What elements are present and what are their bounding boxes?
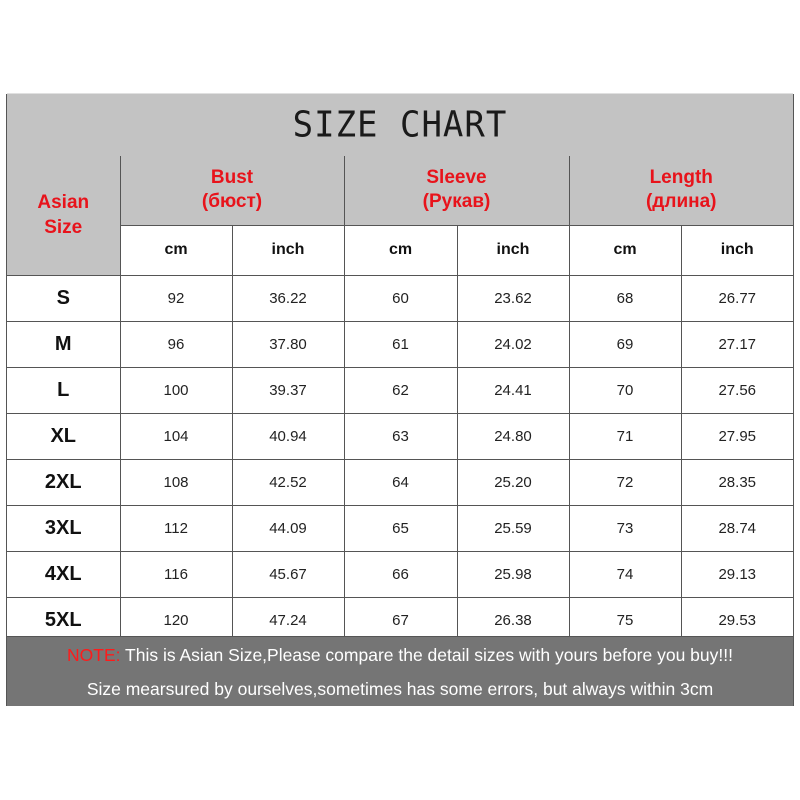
bust-translation: (бюст)	[201, 191, 263, 213]
sleeve-cm-cell: 67	[344, 597, 457, 643]
sleeve-inch-cell: 23.62	[457, 275, 569, 321]
bust-cm-cell: 108	[120, 459, 232, 505]
table-row	[7, 321, 793, 367]
sleeve-translation: (Рукав)	[422, 191, 491, 213]
sleeve-inch-cell: 25.20	[457, 459, 569, 505]
sleeve-cm-cell: 65	[344, 505, 457, 551]
length-inch-cell: 29.53	[681, 597, 793, 643]
unit-header-length-inch: inch	[681, 225, 793, 275]
length-inch-cell: 28.74	[681, 505, 793, 551]
sleeve-inch-cell: 24.41	[457, 367, 569, 413]
length-label: Length	[649, 167, 713, 189]
sleeve-inch-cell: 25.98	[457, 551, 569, 597]
asian-size-header-line2: Size	[44, 217, 83, 239]
unit-header-bust-cm: cm	[120, 225, 232, 275]
size-cell: 4XL	[7, 551, 120, 597]
bust-cm-cell: 96	[120, 321, 232, 367]
size-cell: XL	[7, 413, 120, 459]
note-line-1	[7, 645, 793, 666]
bust-inch-cell: 40.94	[232, 413, 344, 459]
size-cell: M	[7, 321, 120, 367]
bust-cm-cell: 112	[120, 505, 232, 551]
unit-header-sleeve-inch: inch	[457, 225, 569, 275]
sleeve-cm-cell: 64	[344, 459, 457, 505]
bust-cm-cell: 120	[120, 597, 232, 643]
chart-title: SIZE CHART	[7, 93, 793, 157]
size-cell: 5XL	[7, 597, 120, 643]
length-group-header	[569, 156, 793, 225]
sleeve-label: Sleeve	[426, 167, 487, 189]
size-cell: S	[7, 275, 120, 321]
length-cm-cell: 72	[569, 459, 681, 505]
bust-label: Bust	[210, 167, 254, 189]
bust-cm-cell: 104	[120, 413, 232, 459]
sleeve-inch-cell: 24.02	[457, 321, 569, 367]
length-inch-cell: 28.35	[681, 459, 793, 505]
length-inch-cell: 27.17	[681, 321, 793, 367]
size-cell: 3XL	[7, 505, 120, 551]
length-cm-cell: 74	[569, 551, 681, 597]
size-table	[7, 156, 793, 643]
asian-size-header	[7, 156, 120, 275]
note-label: NOTE:	[67, 645, 121, 665]
sleeve-inch-cell: 26.38	[457, 597, 569, 643]
table-row	[7, 505, 793, 551]
table-row	[7, 551, 793, 597]
note-line-2: Size mearsured by ourselves,sometimes has some errors, but always within 3cm	[86, 679, 714, 699]
length-cm-cell: 69	[569, 321, 681, 367]
bust-cm-cell: 116	[120, 551, 232, 597]
bust-inch-cell: 37.80	[232, 321, 344, 367]
bust-inch-cell: 44.09	[232, 505, 344, 551]
length-inch-cell: 27.95	[681, 413, 793, 459]
bust-inch-cell: 45.67	[232, 551, 344, 597]
bust-inch-cell: 36.22	[232, 275, 344, 321]
table-row	[7, 459, 793, 505]
bust-cm-cell: 100	[120, 367, 232, 413]
asian-size-header-line1: Asian	[37, 192, 90, 214]
bust-group-header	[120, 156, 344, 225]
unit-header-length-cm: cm	[569, 225, 681, 275]
size-chart	[6, 94, 794, 706]
length-cm-cell: 75	[569, 597, 681, 643]
length-cm-cell: 70	[569, 367, 681, 413]
bust-inch-cell: 42.52	[232, 459, 344, 505]
sleeve-cm-cell: 66	[344, 551, 457, 597]
table-row	[7, 413, 793, 459]
sleeve-group-header	[344, 156, 569, 225]
unit-header-bust-inch: inch	[232, 225, 344, 275]
unit-header-sleeve-cm: cm	[344, 225, 457, 275]
sleeve-inch-cell: 24.80	[457, 413, 569, 459]
table-row	[7, 367, 793, 413]
note-text: This is Asian Size,Please compare the detail sizes with yours before you buy!!!	[120, 645, 733, 665]
size-cell: L	[7, 367, 120, 413]
bust-cm-cell: 92	[120, 275, 232, 321]
length-cm-cell: 71	[569, 413, 681, 459]
length-translation: (длина)	[645, 191, 717, 213]
length-inch-cell: 27.56	[681, 367, 793, 413]
sleeve-cm-cell: 62	[344, 367, 457, 413]
sleeve-cm-cell: 63	[344, 413, 457, 459]
note-bar	[7, 636, 793, 706]
sleeve-cm-cell: 60	[344, 275, 457, 321]
length-inch-cell: 26.77	[681, 275, 793, 321]
length-cm-cell: 73	[569, 505, 681, 551]
length-inch-cell: 29.13	[681, 551, 793, 597]
sleeve-cm-cell: 61	[344, 321, 457, 367]
bust-inch-cell: 47.24	[232, 597, 344, 643]
length-cm-cell: 68	[569, 275, 681, 321]
table-row	[7, 275, 793, 321]
size-cell: 2XL	[7, 459, 120, 505]
sleeve-inch-cell: 25.59	[457, 505, 569, 551]
bust-inch-cell: 39.37	[232, 367, 344, 413]
